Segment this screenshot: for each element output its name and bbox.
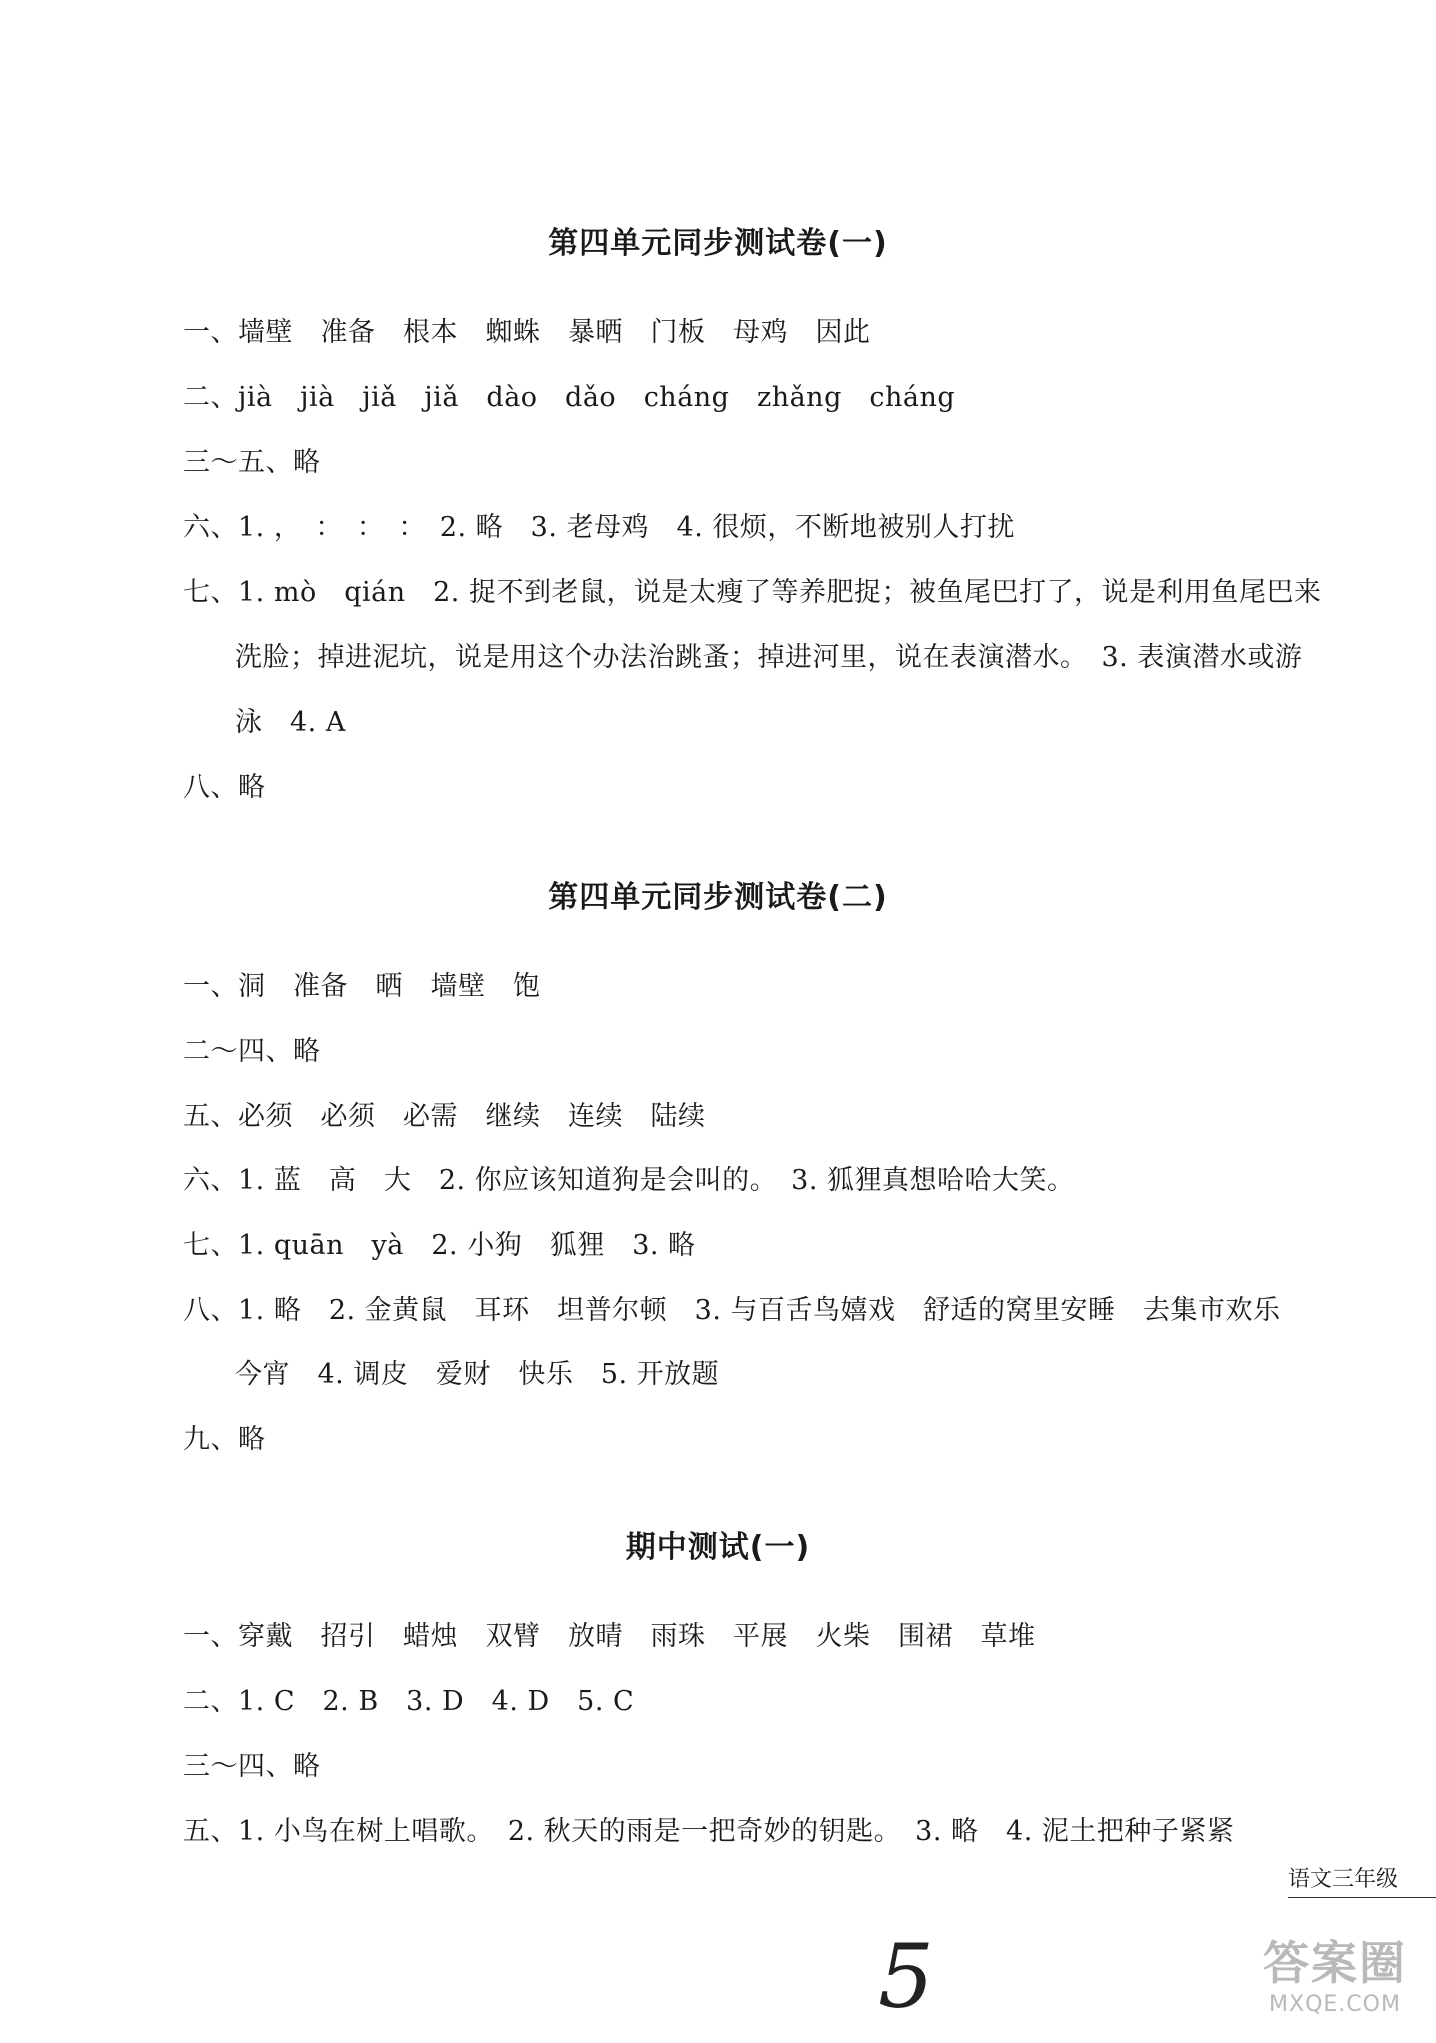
answer-line: 一、洞 准备 晒 墙壁 饱 [183,971,541,1002]
answer-line-continued: 泳 4. A [235,707,346,738]
answer-line: 八、1. 略 2. 金黄鼠 耳环 坦普尔顿 3. 与百舌鸟嬉戏 舒适的窝里安睡 去集市欢乐 [183,1295,1281,1326]
answer-line: 七、1. quān yà 2. 小狗 狐狸 3. 略 [183,1230,696,1261]
watermark-url: MXQE.COM [1269,1992,1401,2017]
answer-line-continued: 今宵 4. 调皮 爱财 快乐 5. 开放题 [235,1359,720,1390]
answer-line: 二、1. C 2. B 3. D 4. D 5. C [183,1686,635,1717]
answer-line: 一、穿戴 招引 蜡烛 双臂 放晴 雨珠 平展 火柴 围裙 草堆 [183,1621,1036,1652]
watermark-logo-text: 答案圈 [1263,1936,1407,1990]
handwritten-page-mark: 5 [878,1925,934,2028]
answer-line-continued: 洗脸；掉进泥坑，说是用这个办法治跳蚤；掉进河里，说在表演潜水。 3. 表演潜水或游 [235,642,1303,673]
answer-line: 二、jià jià jiǎ jiǎ dào dǎo cháng zhǎng cháng [183,382,956,413]
section-title-unit4-test1: 第四单元同步测试卷(一) [548,226,888,261]
answer-line: 九、略 [183,1424,266,1455]
book-label: 语文三年级 [1288,1862,1436,1898]
answer-line: 六、1. 蓝 高 大 2. 你应该知道狗是会叫的。 3. 狐狸真想哈哈大笑。 [183,1165,1075,1196]
answer-line: 七、1. mò qián 2. 捉不到老鼠，说是太瘦了等养肥捉；被鱼尾巴打了，说是利用鱼尾巴来 [183,577,1322,608]
answer-line: 三～四、略 [183,1751,321,1782]
answer-line: 五、1. 小鸟在树上唱歌。 2. 秋天的雨是一把奇妙的钥匙。 3. 略 4. 泥土把种子紧紧 [183,1816,1235,1847]
answer-line: 三～五、略 [183,447,321,478]
section-title-midterm1: 期中测试(一) [625,1530,811,1565]
answer-line: 八、略 [183,772,266,803]
answer-line: 六、1. ， ： ： ： 2. 略 3. 老母鸡 4. 很烦，不断地被别人打扰 [183,512,1015,543]
site-watermark [1240,1935,1430,2035]
section-title-unit4-test2: 第四单元同步测试卷(二) [548,880,888,915]
answer-line: 二～四、略 [183,1036,321,1067]
answer-line: 一、墙壁 准备 根本 蜘蛛 暴晒 门板 母鸡 因此 [183,317,871,348]
answer-line: 五、必须 必须 必需 继续 连续 陆续 [183,1101,706,1132]
